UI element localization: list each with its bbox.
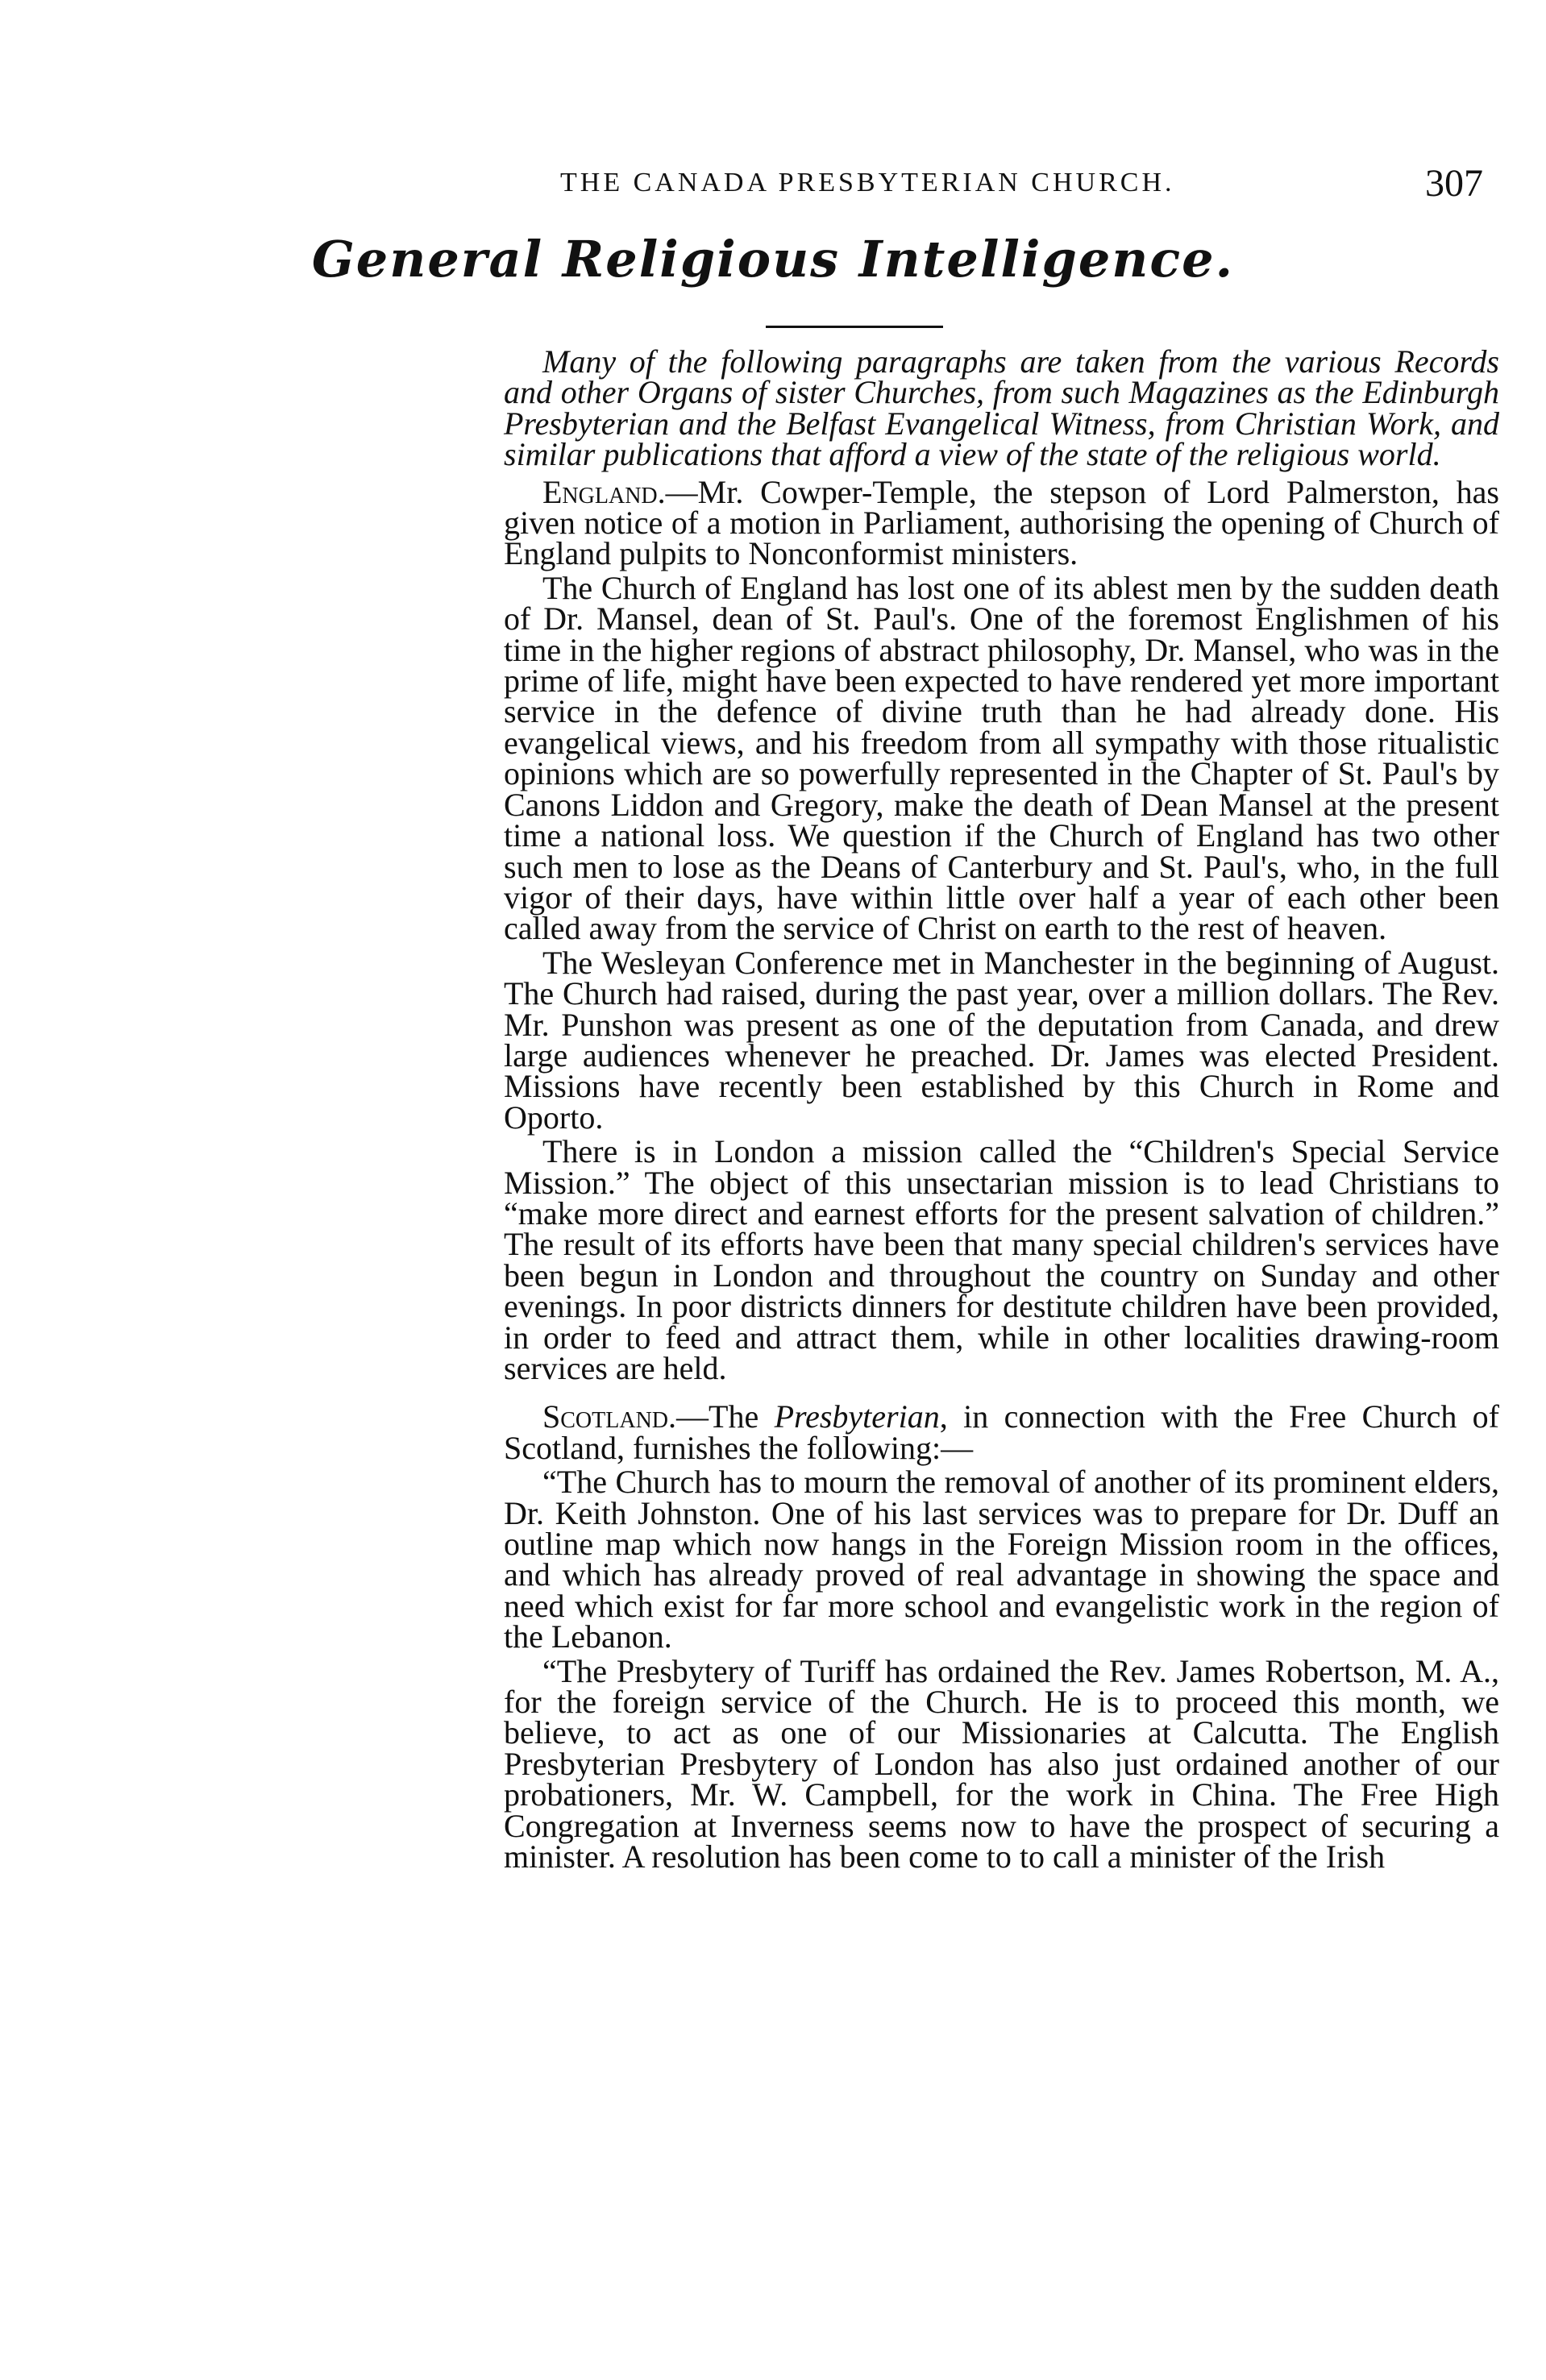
- england-paragraph-1: [504, 473, 1499, 572]
- scotland-dash: —The: [676, 1398, 775, 1435]
- england-paragraph-4: [504, 1133, 1500, 1386]
- scotland-paragraph-3: “The Presbytery of Turiff has ordained the Rev. James Robertson, M. A., for the foreign service of the Church. He is to proceed this month, we believe, to act as one of our Missionaries at Calcutta. The English Presbyterian Presbytery of London has also just ordained another of our probationers, Mr. W. Campbell, for the work in China. The Free High Congregation at Inverness seems now to have the prospect of securing a minister. A resolution has been come to to call a minister of the Irish: [504, 1652, 1499, 1875]
- scotland-paragraph-2: “The Church has to mourn the removal of another of its prominent elders, Dr. Keith Johnston. One of his last services was to prepare for Dr. Duff an outline map which now hangs in the Foreign Mission room in the offices, and which has already proved of real advantage in showing the space and need which exist for far more school and evangelistic work in the region of the Lebanon.: [504, 1464, 1499, 1655]
- scotland-presbyterian-title: Presbyterian: [774, 1398, 940, 1435]
- title-rule: [766, 326, 943, 328]
- england-paragraph-3: The Wesleyan Conference met in Manchester in the beginning of August. The Church had raised, during the past year, over a million dollars. The Rev. Mr. Punshon was present as one of the deputation from Canada, and drew large audiences whenever he preached. Dr. James was elected President. Missions have recently been established by this Church in Rome and Oporto.: [504, 944, 1499, 1136]
- scotland-paragraph-1: [504, 1398, 1500, 1466]
- running-title: THE CANADA PRESBYTERIAN CHURCH.: [560, 168, 1175, 197]
- page-header: [500, 161, 1483, 218]
- section-title: General Religious Intelligence.: [311, 230, 1235, 289]
- england-paragraph-1-text: —Mr. Cowper-Temple, the stepson of Lord Palmerston, has given notice of a motion in Parliament, authorising the opening of Church of England pulpits to Nonconformist ministers.: [504, 473, 1499, 572]
- scotland-heading: Scotland.: [542, 1398, 677, 1435]
- intro-paragraph: Many of the following paragraphs are taken from the various Records and other Organs of sister Churches, from such Magazines as the Edinburgh Presbyterian and the Belfast Evangelical Witness, from Christian Work, and similar publications that afford a view of the state of the religious world.: [504, 343, 1499, 473]
- page-number: 307: [1425, 162, 1483, 205]
- england-paragraph-4-a: There is in London a mission called the “Children's Special Service Mission.” The object of this unsectarian mission is to lead Christians to “make more direct and earnest efforts for the present salvation of children.” The result of its efforts have been that many special children's services have been begun in London and throughout the country on Sunday and other evenings.: [504, 1133, 1499, 1325]
- england-paragraph-2: The Church of England has lost one of its ablest men by the sudden death of Dr. Mansel, dean of St. Paul's. One of the foremost Englishmen of his time in the higher regions of abstract philosophy, Dr. Mansel, who was in the prime of life, might have been expected to have rendered yet more important service in the defence of divine truth than he had already done. His evangelical views, and his freedom from all sympathy with those ritualistic opinions which are so powerfully represented in the Chapter of St. Paul's by Canons Liddon and Gregory, make the death of Dean Mansel at the present time a national loss. We question if the Church of England has two other such men to lose as the Deans of Canterbury and St. Paul's, who, in the full vigor of their days, have within little over half a year of each other been called away from the service of Christ on earth to the rest of heaven.: [504, 569, 1499, 947]
- england-paragraph-4-b: In poor districts dinners for destitute children have been provided, in order to feed and attract them, while in other localities drawing-room services are held.: [504, 1288, 1500, 1386]
- scotland-paragraph-1-text: , in connection with the Free Church of Scotland, furnishes the following:—: [504, 1398, 1500, 1466]
- article-body: [504, 343, 1500, 1876]
- england-heading: England.: [542, 473, 666, 510]
